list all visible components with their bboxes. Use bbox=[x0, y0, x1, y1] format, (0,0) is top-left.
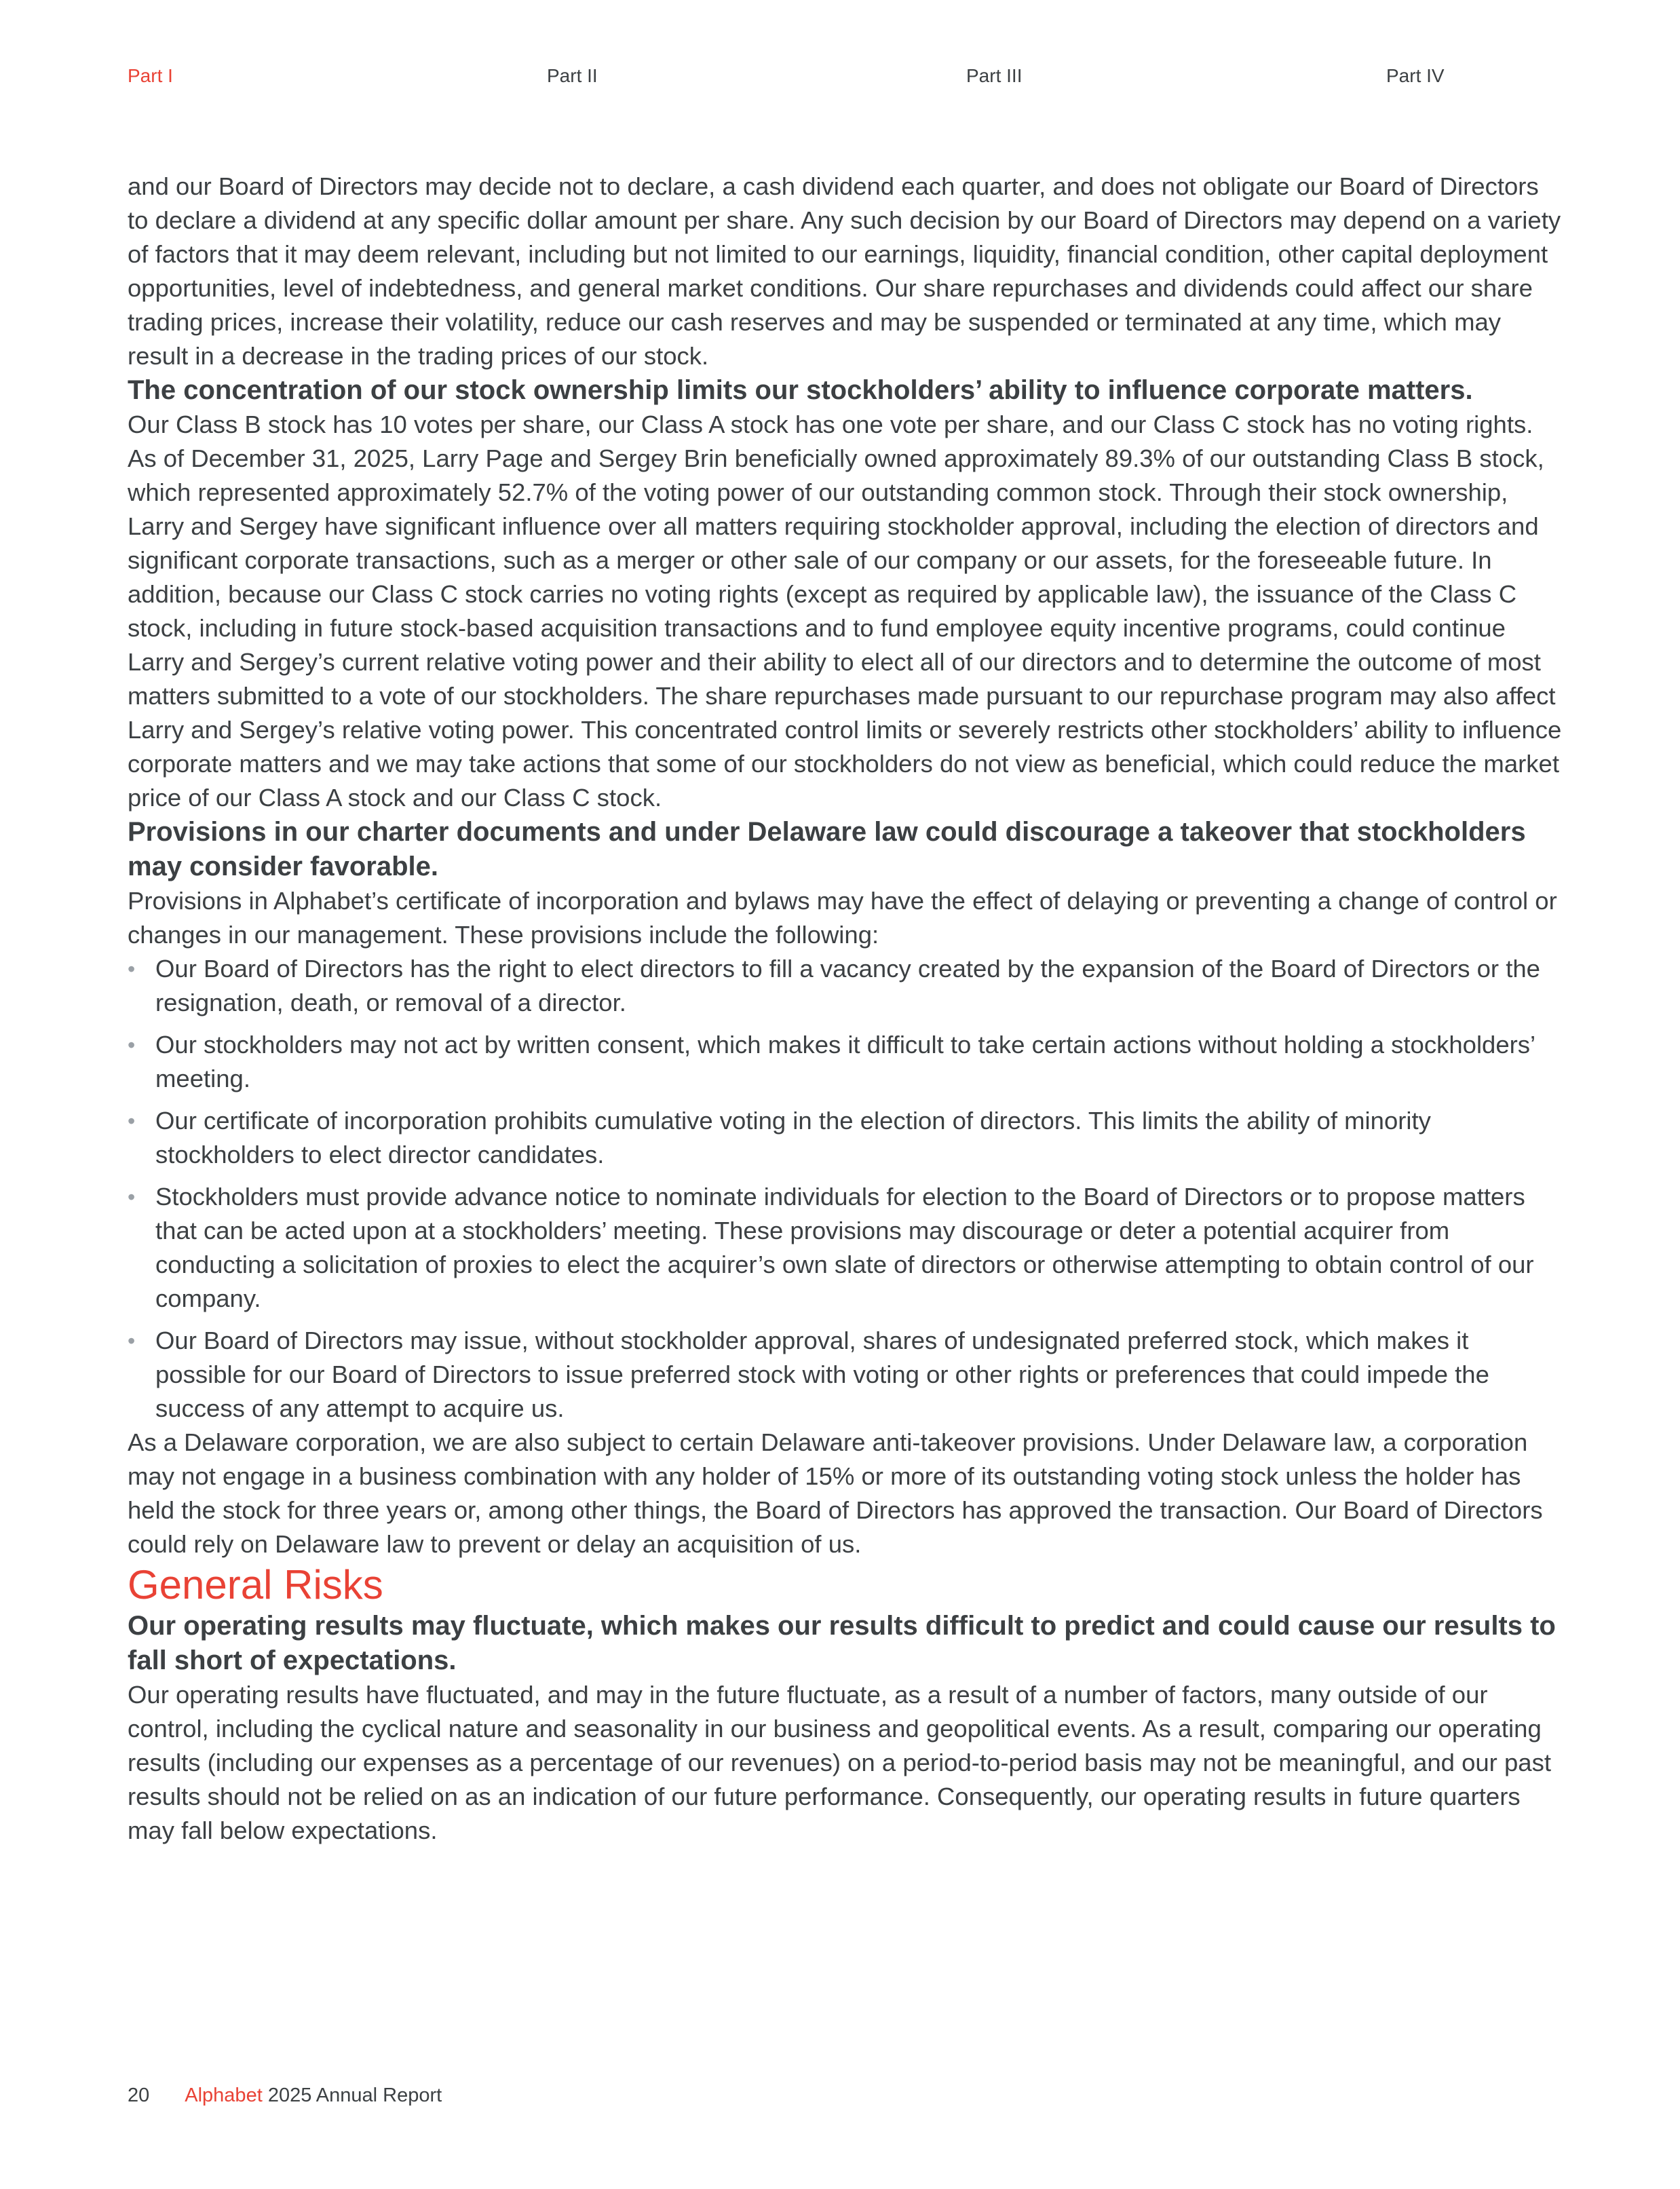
list-item-text: Our Board of Directors has the right to elect directors to fill a vacancy created by the expansion of the Board of Directors or the resignation, death, or removal of a director. bbox=[155, 955, 1540, 1016]
list-item-text: Our certificate of incorporation prohibits cumulative voting in the election of directors. This limits the ability of minority stockholders to elect director candidates. bbox=[155, 1107, 1431, 1168]
bullet-icon: • bbox=[128, 1033, 136, 1057]
part-navigation bbox=[128, 65, 1552, 92]
brand-name: Alphabet bbox=[185, 2085, 263, 2106]
nav-part-ii[interactable]: Part II bbox=[547, 65, 598, 86]
paragraph-stock-concentration: Our Class B stock has 10 votes per share, our Class A stock has one vote per share, and our Class C stock has no voting rights. As of December 31, 2025, Larry Page and Sergey Brin beneficially owned approximately 89.3% of our outstanding Class B stock, which represented approximately 52.7% of the voting power of our outstanding common stock. Through their stock ownership, Larry and Sergey have significant influence over all matters requiring stockholder approval, including the election of directors and significant corporate transactions, such as a merger or other sale of our company or our assets, for the foreseeable future. In addition, because our Class C stock carries no voting rights (except as required by applicable law), the issuance of the Class C stock, including in future stock-based acquisition transactions and to fund employee equity incentive programs, could continue Larry and Sergey’s current relative voting power and their ability to elect all of our directors and to determine the outcome of most matters submitted to a vote of our stockholders. The share repurchases made pursuant to our repurchase program may also affect Larry and Sergey’s relative voting power. This concentrated control limits or severely restricts other stockholders’ ability to influence corporate matters and we may take actions that some of our stockholders do not view as beneficial, which could reduce the market price of our Class A stock and our Class C stock. bbox=[128, 411, 1562, 812]
bullet-icon: • bbox=[128, 1185, 136, 1209]
page-number: 20 bbox=[128, 2085, 150, 2106]
list-item bbox=[128, 1104, 1566, 1172]
provisions-list bbox=[128, 952, 1566, 1426]
list-item-text: Our stockholders may not act by written consent, which makes it difficult to take certain actions without holding a stockholders’ meeting. bbox=[155, 1031, 1535, 1092]
paragraph-delaware-law: As a Delaware corporation, we are also subject to certain Delaware anti-takeover provisions. Under Delaware law, a corporation may not engage in a business combination with any holder of 15% or more of its outstanding voting stock unless the holder has held the stock for three years or, among other things, the Board of Directors has approved the transaction. Our Board of Directors could rely on Delaware law to prevent or delay an acquisition of us. bbox=[128, 1428, 1543, 1558]
list-item bbox=[128, 1180, 1566, 1316]
list-item bbox=[128, 1324, 1566, 1426]
heading-stock-concentration: The concentration of our stock ownership limits our stockholders’ ability to influence corporate matters. bbox=[128, 375, 1473, 405]
paragraph-dividend-intro: and our Board of Directors may decide not to declare, a cash dividend each quarter, and does not obligate our Board of Directors to declare a dividend at any specific dollar amount per share. Any such decision by our Board of Directors may depend on a variety of factors that it may deem relevant, including but not limited to our earnings, liquidity, financial condition, other capital deployment opportunities, level of indebtedness, and general market conditions. Our share repurchases and dividends could affect our share trading prices, increase their volatility, reduce our cash reserves and may be suspended or terminated at any time, which may result in a decrease in the trading prices of our stock. bbox=[128, 172, 1561, 370]
bullet-icon: • bbox=[128, 1329, 136, 1353]
page-footer bbox=[128, 2085, 442, 2107]
nav-part-iv[interactable]: Part IV bbox=[1386, 65, 1445, 86]
heading-charter-provisions: Provisions in our charter documents and under Delaware law could discourage a takeover that stockholders may consider favorable. bbox=[128, 817, 1526, 881]
nav-part-i[interactable]: Part I bbox=[128, 65, 173, 86]
list-item-text: Our Board of Directors may issue, without stockholder approval, shares of undesignated preferred stock, which makes it possible for our Board of Directors to issue preferred stock with voting or other rights or preferences that could impede the success of any attempt to acquire us. bbox=[155, 1327, 1489, 1422]
section-title-general-risks: General Risks bbox=[128, 1562, 383, 1607]
report-title: 2025 Annual Report bbox=[267, 2085, 442, 2106]
bullet-icon: • bbox=[128, 957, 136, 981]
list-item bbox=[128, 952, 1566, 1020]
list-item bbox=[128, 1028, 1566, 1096]
list-item-text: Stockholders must provide advance notice to nominate individuals for election to the Board of Directors or to propose matters that can be acted upon at a stockholders’ meeting. These provisions may discourage or deter a potential acquirer from conducting a solicitation of proxies to elect the acquirer’s own slate of directors or otherwise attempting to obtain control of our company. bbox=[155, 1183, 1534, 1312]
page-content bbox=[128, 170, 1566, 1848]
paragraph-charter-provisions: Provisions in Alphabet’s certificate of incorporation and bylaws may have the effect of delaying or preventing a change of control or changes in our management. These provisions include the following: bbox=[128, 887, 1557, 949]
nav-part-iii[interactable]: Part III bbox=[966, 65, 1023, 86]
bullet-icon: • bbox=[128, 1109, 136, 1133]
heading-operating-results: Our operating results may fluctuate, which makes our results difficult to predict and could cause our results to fall short of expectations. bbox=[128, 1611, 1556, 1675]
paragraph-operating-results: Our operating results have fluctuated, and may in the future fluctuate, as a result of a number of factors, many outside of our control, including the cyclical nature and seasonality in our business and geopolitical events. As a result, comparing our operating results (including our expenses as a percentage of our revenues) on a period-to-period basis may not be meaningful, and our past results should not be relied on as an indication of our future performance. Consequently, our operating results in future quarters may fall below expectations. bbox=[128, 1681, 1551, 1844]
